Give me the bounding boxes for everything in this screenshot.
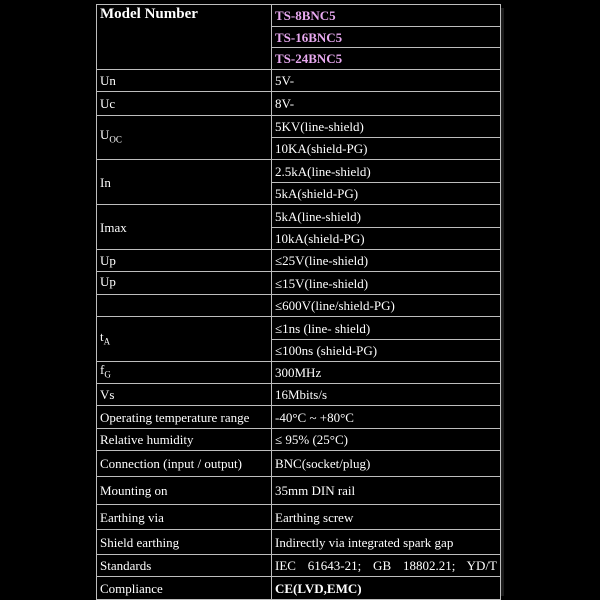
row-value-standards: IEC 61643-21; GB 18802.21; YD/T: [272, 555, 501, 577]
row-label-shield: Shield earthing: [97, 530, 272, 555]
row-label-up-2: Up: [97, 272, 272, 295]
table-row: [97, 272, 501, 295]
table-row: [97, 250, 501, 272]
row-label-connection: Connection (input / output): [97, 451, 272, 477]
row-value-fg: 300MHz: [272, 362, 501, 384]
row-label-humidity: Relative humidity: [97, 429, 272, 451]
row-value-shield: Indirectly via integrated spark gap: [272, 530, 501, 555]
row-label-compliance: Compliance: [97, 577, 272, 600]
table-row: [97, 477, 501, 505]
row-value-in-2: 5kA(shield-PG): [272, 183, 501, 205]
row-label-ta: [97, 317, 272, 362]
row-value-ta-1: ≤1ns (line- shield): [272, 317, 501, 340]
row-value-uoc-2: 10KA(shield-PG): [272, 138, 501, 160]
table-row: [97, 70, 501, 92]
row-label-uc: Uc: [97, 92, 272, 116]
fg-main: f: [100, 362, 105, 378]
table-row: [97, 530, 501, 555]
uoc-sub: OC: [109, 134, 122, 145]
row-label-mounting: Mounting on: [97, 477, 272, 505]
row-value-uc: 8V-: [272, 92, 501, 116]
row-value-up-2a: ≤15V(line-shield): [272, 272, 501, 295]
spec-table: [96, 4, 501, 600]
row-value-temp: -40°C ~ +80°C: [272, 406, 501, 429]
table-row: [97, 92, 501, 116]
model-ts-16bnc5: TS-16BNC5: [272, 27, 501, 48]
row-label-up-2-cont: [97, 295, 272, 317]
row-label-temp: Operating temperature range: [97, 406, 272, 429]
table-row: [97, 317, 501, 340]
table-row: [97, 362, 501, 384]
row-label-imax: Imax: [97, 205, 272, 250]
ta-sub: A: [103, 336, 111, 347]
row-value-ta-2: ≤100ns (shield-PG): [272, 340, 501, 362]
model-number-label: Model Number: [97, 5, 272, 70]
ta-main: t: [100, 328, 104, 344]
row-value-imax-1: 5kA(line-shield): [272, 205, 501, 228]
row-value-un: 5V-: [272, 70, 501, 92]
row-value-connection: BNC(socket/plug): [272, 451, 501, 477]
table-row: [97, 295, 501, 317]
table-row: [97, 116, 501, 138]
row-label-up-1: Up: [97, 250, 272, 272]
row-label-earthing: Earthing via: [97, 505, 272, 530]
row-label-in: In: [97, 160, 272, 205]
row-label-un: Un: [97, 70, 272, 92]
row-value-up-2b: ≤600V(line/shield-PG): [272, 295, 501, 317]
row-value-vs: 16Mbits/s: [272, 384, 501, 406]
row-value-up-1: ≤25V(line-shield): [272, 250, 501, 272]
table-row: [97, 555, 501, 577]
row-value-imax-2: 10kA(shield-PG): [272, 228, 501, 250]
row-value-earthing: Earthing screw: [272, 505, 501, 530]
table-row: [97, 5, 501, 27]
fg-sub: G: [104, 369, 111, 380]
row-value-compliance: CE(LVD,EMC): [272, 577, 501, 600]
table-row: [97, 505, 501, 530]
table-row: [97, 577, 501, 600]
model-ts-24bnc5: TS-24BNC5: [272, 48, 501, 70]
row-value-uoc-1: 5KV(line-shield): [272, 116, 501, 138]
table-row: [97, 205, 501, 228]
row-label-fg: [97, 362, 272, 384]
table-row: [97, 429, 501, 451]
row-label-standards: Standards: [97, 555, 272, 577]
row-value-humidity: ≤ 95% (25°C): [272, 429, 501, 451]
row-label-vs: Vs: [97, 384, 272, 406]
table-row: [97, 160, 501, 183]
row-value-in-1: 2.5kA(line-shield): [272, 160, 501, 183]
table-row: [97, 384, 501, 406]
uoc-main: U: [100, 127, 110, 143]
row-label-uoc: [97, 116, 272, 160]
model-ts-8bnc5: TS-8BNC5: [272, 5, 501, 27]
table-row: [97, 451, 501, 477]
table-row: [97, 406, 501, 429]
row-value-mounting: 35mm DIN rail: [272, 477, 501, 505]
